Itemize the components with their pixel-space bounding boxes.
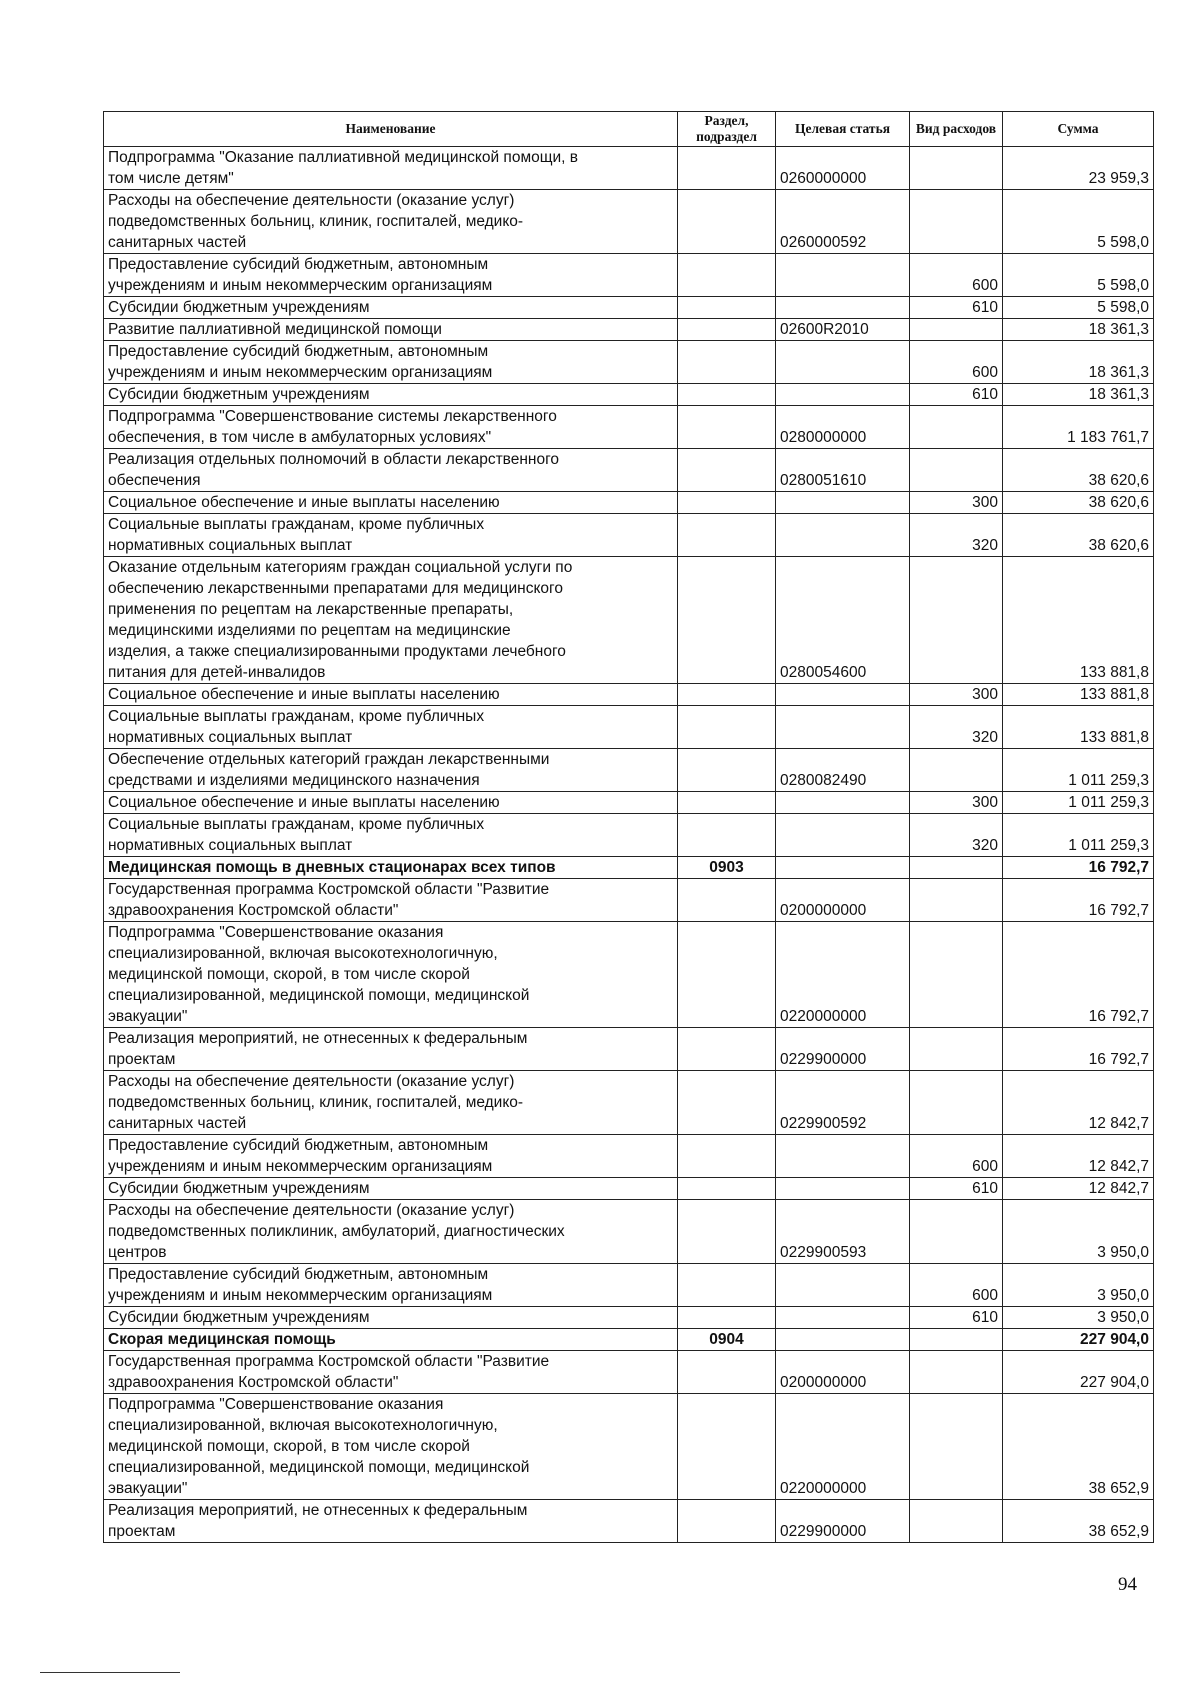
cell-sum: 5 598,0: [1003, 254, 1154, 297]
table-row: [104, 1071, 1154, 1135]
cell-target: 0229900000: [776, 1028, 910, 1071]
cell-name: Медицинская помощь в дневных стационарах всех типов: [104, 857, 678, 879]
table-row: [104, 406, 1154, 449]
cell-kind: [910, 190, 1003, 254]
cell-sum: 133 881,8: [1003, 706, 1154, 749]
cell-sum: 1 183 761,7: [1003, 406, 1154, 449]
cell-sum: 38 620,6: [1003, 492, 1154, 514]
cell-section: 0903: [678, 857, 776, 879]
cell-name: Расходы на обеспечение деятельности (оказание услуг) подведомственных больниц, клиник, госпиталей, медико- санитарных частей: [104, 1071, 678, 1135]
cell-target: 0260000000: [776, 147, 910, 190]
cell-section: [678, 254, 776, 297]
table-row: [104, 814, 1154, 857]
cell-sum: 18 361,3: [1003, 384, 1154, 406]
cell-kind: [910, 1500, 1003, 1543]
table-row: [104, 1329, 1154, 1351]
cell-section: [678, 449, 776, 492]
cell-kind: 600: [910, 1264, 1003, 1307]
table-row: [104, 684, 1154, 706]
cell-target: 0229900592: [776, 1071, 910, 1135]
cell-sum: 5 598,0: [1003, 297, 1154, 319]
cell-name: Подпрограмма "Совершенствование оказания специализированной, включая высокотехнологичную, медицинской помощи, скорой, в том числе скорой специализированной, медицинской помощи, медицинской эвакуации": [104, 922, 678, 1028]
cell-sum: 12 842,7: [1003, 1135, 1154, 1178]
cell-kind: [910, 1071, 1003, 1135]
cell-name: Оказание отдельным категориям граждан социальной услуги по обеспечению лекарственными препаратами для медицинского применения по рецептам на лекарственные препараты, медицинскими изделиями по рецептам на медицинские изделия, а также специализированными продуктами лечебного питания для детей-инвалидов: [104, 557, 678, 684]
cell-section: [678, 341, 776, 384]
cell-kind: 320: [910, 814, 1003, 857]
cell-name: Государственная программа Костромской области "Развитие здравоохранения Костромской области": [104, 879, 678, 922]
cell-target: [776, 706, 910, 749]
cell-sum: 12 842,7: [1003, 1178, 1154, 1200]
table-row: [104, 1028, 1154, 1071]
cell-name: Социальное обеспечение и иные выплаты населению: [104, 684, 678, 706]
cell-kind: [910, 406, 1003, 449]
cell-target: 0280082490: [776, 749, 910, 792]
cell-name: Социальные выплаты гражданам, кроме публичных нормативных социальных выплат: [104, 706, 678, 749]
cell-name: Обеспечение отдельных категорий граждан лекарственными средствами и изделиями медицинского назначения: [104, 749, 678, 792]
cell-name: Подпрограмма "Оказание паллиативной медицинской помощи, в том числе детям": [104, 147, 678, 190]
table-row: [104, 706, 1154, 749]
cell-sum: 1 011 259,3: [1003, 814, 1154, 857]
cell-section: [678, 922, 776, 1028]
cell-sum: 23 959,3: [1003, 147, 1154, 190]
table-row: [104, 1500, 1154, 1543]
cell-target: [776, 1307, 910, 1329]
table-row: [104, 1264, 1154, 1307]
cell-sum: 3 950,0: [1003, 1264, 1154, 1307]
column-header-name: Наименование: [104, 112, 678, 147]
cell-sum: 3 950,0: [1003, 1307, 1154, 1329]
table-row: [104, 147, 1154, 190]
cell-section: 0904: [678, 1329, 776, 1351]
cell-sum: 227 904,0: [1003, 1351, 1154, 1394]
cell-section: [678, 1264, 776, 1307]
cell-sum: 38 620,6: [1003, 514, 1154, 557]
cell-sum: 38 652,9: [1003, 1500, 1154, 1543]
cell-kind: [910, 319, 1003, 341]
cell-name: Расходы на обеспечение деятельности (оказание услуг) подведомственных поликлиник, амбулаторий, диагностических центров: [104, 1200, 678, 1264]
table-row: [104, 254, 1154, 297]
cell-name: Предоставление субсидий бюджетным, автономным учреждениям и иным некоммерческим организациям: [104, 254, 678, 297]
cell-section: [678, 684, 776, 706]
cell-target: 0200000000: [776, 879, 910, 922]
cell-name: Реализация мероприятий, не отнесенных к федеральным проектам: [104, 1028, 678, 1071]
cell-kind: [910, 1351, 1003, 1394]
cell-name: Предоставление субсидий бюджетным, автономным учреждениям и иным некоммерческим организациям: [104, 1264, 678, 1307]
table-row: [104, 792, 1154, 814]
cell-kind: 610: [910, 384, 1003, 406]
cell-section: [678, 706, 776, 749]
cell-section: [678, 190, 776, 254]
cell-kind: 600: [910, 341, 1003, 384]
cell-target: 0260000592: [776, 190, 910, 254]
cell-target: [776, 297, 910, 319]
cell-target: 0280000000: [776, 406, 910, 449]
table-row: [104, 1200, 1154, 1264]
cell-section: [678, 384, 776, 406]
table-row: [104, 749, 1154, 792]
cell-kind: 610: [910, 1307, 1003, 1329]
cell-sum: 133 881,8: [1003, 557, 1154, 684]
cell-kind: 610: [910, 1178, 1003, 1200]
cell-section: [678, 1028, 776, 1071]
cell-sum: 38 652,9: [1003, 1394, 1154, 1500]
footnote-rule: [40, 1672, 180, 1673]
table-row: [104, 297, 1154, 319]
cell-target: [776, 1264, 910, 1307]
table-body: [104, 147, 1154, 1543]
cell-target: [776, 254, 910, 297]
cell-section: [678, 1135, 776, 1178]
cell-name: Социальное обеспечение и иные выплаты населению: [104, 792, 678, 814]
cell-kind: [910, 147, 1003, 190]
cell-target: 0229900593: [776, 1200, 910, 1264]
cell-target: [776, 792, 910, 814]
table-row: [104, 1135, 1154, 1178]
cell-kind: [910, 1028, 1003, 1071]
column-header-section: Раздел, подраздел: [678, 112, 776, 147]
cell-sum: 38 620,6: [1003, 449, 1154, 492]
table-row: [104, 384, 1154, 406]
cell-name: Субсидии бюджетным учреждениям: [104, 1178, 678, 1200]
cell-kind: [910, 1394, 1003, 1500]
table-header-row: [104, 112, 1154, 147]
cell-kind: 300: [910, 684, 1003, 706]
cell-name: Подпрограмма "Совершенствование оказания специализированной, включая высокотехнологичную, медицинской помощи, скорой, в том числе скорой специализированной, медицинской помощи, медицинской эвакуации": [104, 1394, 678, 1500]
cell-name: Социальные выплаты гражданам, кроме публичных нормативных социальных выплат: [104, 814, 678, 857]
cell-name: Предоставление субсидий бюджетным, автономным учреждениям и иным некоммерческим организациям: [104, 341, 678, 384]
cell-target: [776, 492, 910, 514]
cell-name: Субсидии бюджетным учреждениям: [104, 1307, 678, 1329]
cell-sum: 133 881,8: [1003, 684, 1154, 706]
table-row: [104, 857, 1154, 879]
cell-kind: [910, 557, 1003, 684]
cell-target: 0200000000: [776, 1351, 910, 1394]
cell-sum: 16 792,7: [1003, 922, 1154, 1028]
cell-section: [678, 749, 776, 792]
cell-name: Подпрограмма "Совершенствование системы лекарственного обеспечения, в том числе в амбулаторных условиях": [104, 406, 678, 449]
table-row: [104, 449, 1154, 492]
cell-target: 02600R2010: [776, 319, 910, 341]
cell-kind: 320: [910, 514, 1003, 557]
table-row: [104, 879, 1154, 922]
cell-section: [678, 319, 776, 341]
cell-kind: 610: [910, 297, 1003, 319]
table-row: [104, 1351, 1154, 1394]
cell-sum: 16 792,7: [1003, 857, 1154, 879]
cell-section: [678, 297, 776, 319]
cell-section: [678, 1178, 776, 1200]
table-row: [104, 514, 1154, 557]
cell-name: Государственная программа Костромской области "Развитие здравоохранения Костромской области": [104, 1351, 678, 1394]
cell-name: Предоставление субсидий бюджетным, автономным учреждениям и иным некоммерческим организациям: [104, 1135, 678, 1178]
cell-sum: 227 904,0: [1003, 1329, 1154, 1351]
cell-sum: 16 792,7: [1003, 1028, 1154, 1071]
budget-table: [103, 111, 1154, 1543]
table-row: [104, 190, 1154, 254]
cell-sum: 18 361,3: [1003, 319, 1154, 341]
column-header-kind: Вид расходов: [910, 112, 1003, 147]
cell-section: [678, 1351, 776, 1394]
cell-name: Развитие паллиативной медицинской помощи: [104, 319, 678, 341]
cell-target: [776, 814, 910, 857]
cell-sum: 1 011 259,3: [1003, 749, 1154, 792]
cell-section: [678, 147, 776, 190]
cell-kind: [910, 879, 1003, 922]
cell-section: [678, 879, 776, 922]
cell-kind: 320: [910, 706, 1003, 749]
cell-target: [776, 341, 910, 384]
cell-kind: [910, 449, 1003, 492]
cell-sum: 3 950,0: [1003, 1200, 1154, 1264]
cell-name: Социальное обеспечение и иные выплаты населению: [104, 492, 678, 514]
cell-section: [678, 514, 776, 557]
cell-name: Реализация мероприятий, не отнесенных к федеральным проектам: [104, 1500, 678, 1543]
cell-section: [678, 557, 776, 684]
table-row: [104, 1307, 1154, 1329]
cell-target: [776, 1329, 910, 1351]
table-row: [104, 492, 1154, 514]
cell-kind: [910, 857, 1003, 879]
table-row: [104, 557, 1154, 684]
cell-target: [776, 1178, 910, 1200]
cell-target: 0220000000: [776, 922, 910, 1028]
table-row: [104, 319, 1154, 341]
budget-table-container: [103, 111, 1154, 1543]
table-row: [104, 1178, 1154, 1200]
cell-target: [776, 514, 910, 557]
cell-section: [678, 1394, 776, 1500]
table-row: [104, 341, 1154, 384]
cell-sum: 16 792,7: [1003, 879, 1154, 922]
cell-section: [678, 792, 776, 814]
cell-kind: 300: [910, 792, 1003, 814]
cell-sum: 5 598,0: [1003, 190, 1154, 254]
cell-name: Скорая медицинская помощь: [104, 1329, 678, 1351]
cell-name: Субсидии бюджетным учреждениям: [104, 384, 678, 406]
cell-section: [678, 1200, 776, 1264]
table-row: [104, 922, 1154, 1028]
column-header-sum: Сумма: [1003, 112, 1154, 147]
page-number: 94: [1118, 1574, 1137, 1595]
cell-target: 0280051610: [776, 449, 910, 492]
cell-kind: 300: [910, 492, 1003, 514]
cell-section: [678, 1071, 776, 1135]
cell-kind: [910, 1200, 1003, 1264]
cell-kind: 600: [910, 1135, 1003, 1178]
cell-target: [776, 1135, 910, 1178]
cell-section: [678, 1307, 776, 1329]
table-row: [104, 1394, 1154, 1500]
cell-name: Реализация отдельных полномочий в области лекарственного обеспечения: [104, 449, 678, 492]
cell-section: [678, 1500, 776, 1543]
cell-sum: 18 361,3: [1003, 341, 1154, 384]
cell-section: [678, 814, 776, 857]
cell-sum: 12 842,7: [1003, 1071, 1154, 1135]
cell-target: [776, 384, 910, 406]
cell-target: 0280054600: [776, 557, 910, 684]
cell-sum: 1 011 259,3: [1003, 792, 1154, 814]
cell-target: [776, 684, 910, 706]
cell-name: Субсидии бюджетным учреждениям: [104, 297, 678, 319]
cell-section: [678, 406, 776, 449]
cell-target: 0220000000: [776, 1394, 910, 1500]
cell-kind: 600: [910, 254, 1003, 297]
column-header-target: Целевая статья: [776, 112, 910, 147]
cell-target: 0229900000: [776, 1500, 910, 1543]
cell-kind: [910, 749, 1003, 792]
cell-target: [776, 857, 910, 879]
cell-kind: [910, 922, 1003, 1028]
cell-name: Расходы на обеспечение деятельности (оказание услуг) подведомственных больниц, клиник, госпиталей, медико- санитарных частей: [104, 190, 678, 254]
cell-section: [678, 492, 776, 514]
cell-name: Социальные выплаты гражданам, кроме публичных нормативных социальных выплат: [104, 514, 678, 557]
cell-kind: [910, 1329, 1003, 1351]
